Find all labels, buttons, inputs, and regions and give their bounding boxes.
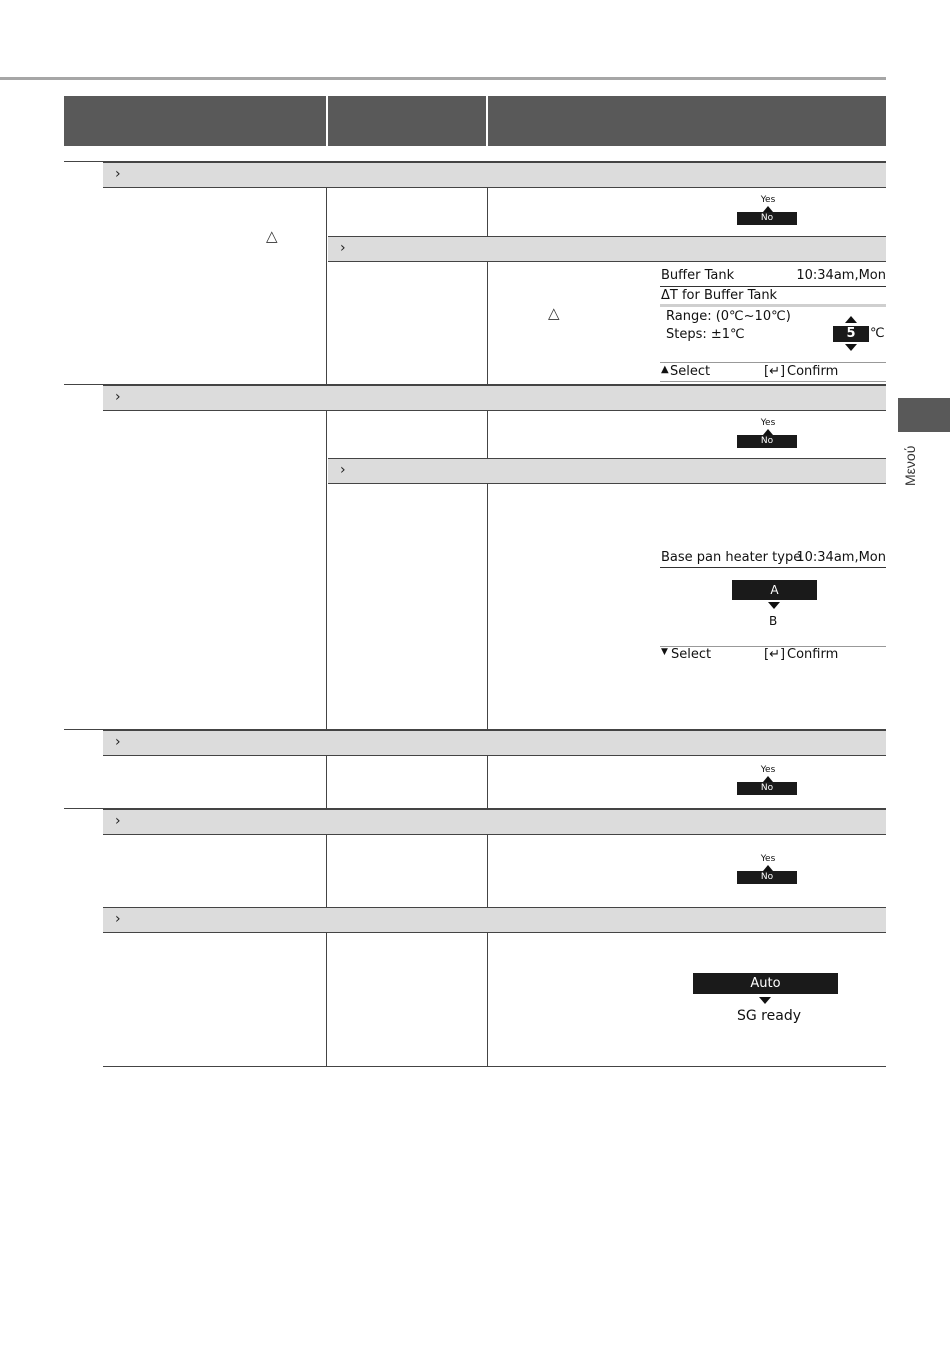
screen-time: 10:34am,Mon [796,268,886,283]
column-divider [487,188,488,236]
base-pan-heater-screen [660,548,886,666]
side-tab-marker [898,398,950,432]
section-bar-3 [103,730,886,756]
option-selected: A [732,580,817,600]
column-divider [326,411,327,729]
table-bottom-rule [103,1066,886,1067]
section-bar-4 [103,809,886,835]
select-label: Select [670,364,711,379]
up-down-icon: ▲ [661,364,669,375]
warning-triangle-icon: △ [266,227,278,245]
chevron-down-icon [768,602,780,609]
confirm-key-icon: [↵] [764,364,786,379]
screen-subtitle: ΔT for Buffer Tank [661,288,778,303]
confirm-label: Confirm [787,647,839,662]
column-divider [487,933,488,1066]
chevron-right-icon: › [115,813,121,829]
chevron-right-icon: › [115,911,121,927]
down-icon: ▼ [661,647,668,657]
section-bar-2 [103,385,886,411]
screen-title: Buffer Tank [661,268,735,283]
value-box: 5 [833,326,869,342]
side-tab-label: Μενού [902,445,918,486]
section-bar-1 [103,162,886,188]
column-divider [326,933,327,1066]
decrease-arrow-icon [845,344,857,351]
screen-time: 10:34am,Mon [796,550,886,565]
chevron-down-icon [759,997,771,1004]
column-divider [487,262,488,384]
yes-no-selector: Yes No [737,765,799,801]
option-other: B [769,614,778,628]
column-divider [487,484,488,729]
section-bar-4b [103,907,886,933]
warning-triangle-icon: △ [548,304,560,322]
confirm-label: Confirm [787,364,839,379]
buffer-tank-screen [660,266,886,382]
column-divider [487,756,488,808]
increase-arrow-icon [845,316,857,323]
sub-bar-1b [328,236,886,262]
column-divider [326,835,327,907]
auto-option-other: SG ready [737,1008,801,1024]
confirm-key-icon: [↵] [764,647,786,662]
chevron-right-icon: › [340,462,346,478]
auto-option-selected: Auto [693,973,838,994]
column-divider [326,756,327,808]
yes-no-selector: Yes No [737,418,799,454]
unit-text: ℃ [870,326,885,341]
screen-title: Base pan heater type [661,550,802,565]
chevron-right-icon: › [340,240,346,256]
sub-bar-2b [328,458,886,484]
column-divider [487,835,488,907]
chevron-right-icon: › [115,166,121,182]
table-header-col-3 [488,96,886,146]
steps-text: Steps: ±1℃ [666,327,745,342]
yes-no-selector: Yes No [737,854,799,890]
table-header-col-1 [64,96,326,146]
yes-no-selector: Yes No [737,195,799,231]
chevron-right-icon: › [115,734,121,750]
select-label: Select [671,647,712,662]
range-text: Range: (0℃~10℃) [666,309,791,324]
column-divider [326,188,327,384]
top-rule [0,77,886,80]
column-divider [487,411,488,458]
table-header-col-2 [328,96,486,146]
chevron-right-icon: › [115,389,121,405]
